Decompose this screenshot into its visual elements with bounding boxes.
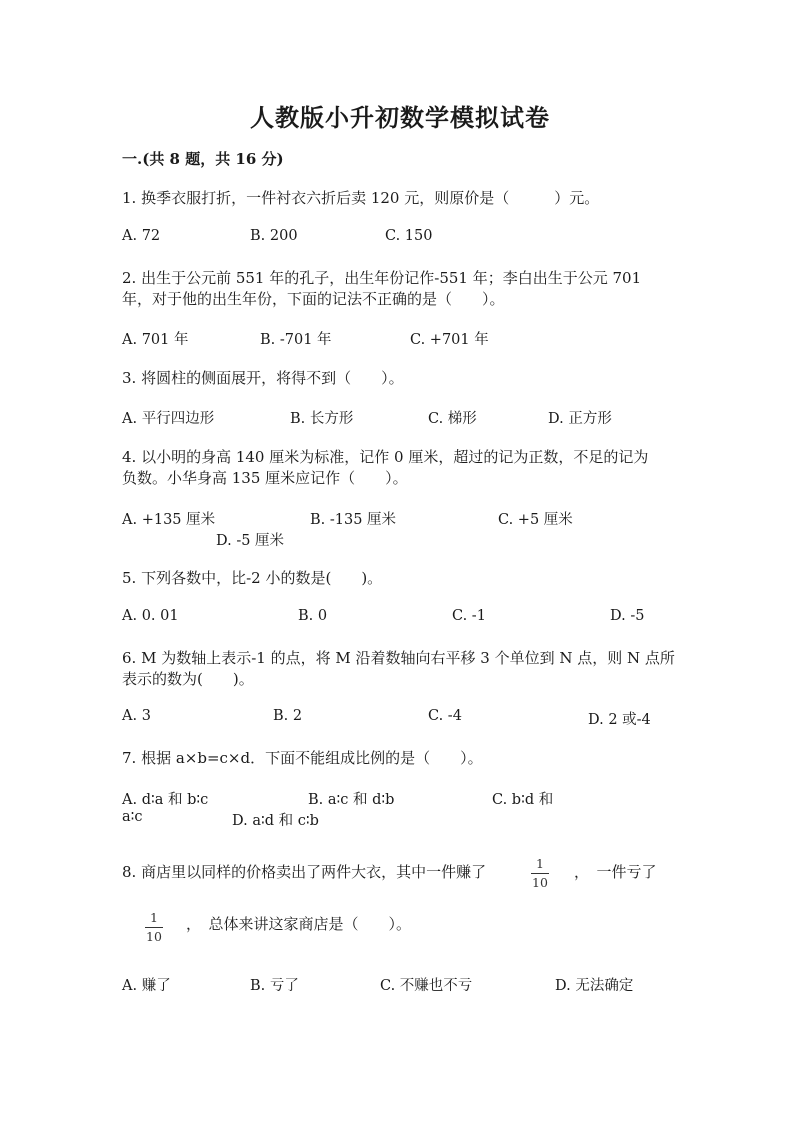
- fraction-numerator: 1: [536, 856, 544, 871]
- section-header: 一.(共 8 题，共 16 分): [122, 150, 284, 168]
- question-2-option-b: B. -701 年: [260, 332, 332, 348]
- question-7-stem: 7. 根据 a×b=c×d．下面不能组成比例的是（ ）。: [122, 749, 483, 767]
- fraction-numerator: 1: [150, 910, 158, 925]
- question-1-option-a: A. 72: [122, 228, 161, 244]
- fraction-denominator: 10: [146, 929, 162, 944]
- question-3-stem: 3. 将圆柱的侧面展开，将得不到（ ）。: [122, 369, 404, 387]
- fraction-bar: [145, 927, 163, 928]
- question-5-option-d: D. -5: [610, 608, 645, 624]
- question-8-stem-part2: ， 一件亏了: [574, 863, 657, 881]
- question-1-stem: 1. 换季衣服打折，一件衬衣六折后卖 120 元，则原价是（ ）元。: [122, 189, 600, 207]
- question-4-stem-line1: 4. 以小明的身高 140 厘米为标准，记作 0 厘米，超过的记为正数，不足的记为: [122, 448, 649, 466]
- question-6-option-b: B. 2: [273, 708, 303, 724]
- question-3-option-d: D. 正方形: [548, 411, 612, 427]
- question-8-fraction-1: [531, 856, 549, 890]
- question-3-option-a: A. 平行四边形: [122, 411, 215, 427]
- question-4-option-d: D. -5 厘米: [216, 533, 285, 549]
- question-8-stem-part1: 8. 商店里以同样的价格卖出了两件大衣，其中一件赚了: [122, 863, 487, 881]
- question-8-option-b: B. 亏了: [250, 978, 299, 994]
- question-7-option-c-continued: a∶c: [122, 809, 143, 825]
- question-3-option-c: C. 梯形: [428, 411, 477, 427]
- question-8-option-a: A. 赚了: [122, 978, 171, 994]
- question-8-option-d: D. 无法确定: [555, 978, 634, 994]
- question-2-stem-line1: 2. 出生于公元前 551 年的孔子，出生年份记作-551 年；李白出生于公元 701: [122, 269, 642, 287]
- question-4-option-a: A. +135 厘米: [122, 512, 216, 528]
- question-6-stem-line1: 6. M 为数轴上表示-1 的点，将 M 沿着数轴向右平移 3 个单位到 N 点，则 N 点所: [122, 649, 675, 667]
- question-5-stem: 5. 下列各数中，比-2 小的数是( )。: [122, 569, 383, 587]
- question-8-fraction-2: [145, 910, 163, 944]
- question-2-option-c: C. +701 年: [410, 332, 489, 348]
- question-7-option-c: C. b∶d 和: [492, 792, 554, 808]
- question-6-stem-line2: 表示的数为( )。: [122, 670, 254, 688]
- fraction-denominator: 10: [532, 875, 548, 890]
- question-1-option-c: C. 150: [385, 228, 433, 244]
- question-8-stem-part3: ， 总体来讲这家商店是（ ）。: [186, 915, 412, 933]
- question-3-option-b: B. 长方形: [290, 411, 354, 427]
- question-6-option-d: D. 2 或-4: [588, 712, 651, 728]
- question-2-option-a: A. 701 年: [122, 332, 189, 348]
- question-4-stem-line2: 负数。小华身高 135 厘米应记作（ ）。: [122, 469, 408, 487]
- question-1-option-b: B. 200: [250, 228, 298, 244]
- question-2-stem-line2: 年，对于他的出生年份，下面的记法不正确的是（ ）。: [122, 290, 505, 308]
- question-6-option-c: C. -4: [428, 708, 462, 724]
- question-8-option-c: C. 不赚也不亏: [380, 978, 473, 994]
- page-title: 人教版小升初数学模拟试卷: [250, 103, 550, 132]
- question-5-option-a: A. 0. 01: [122, 608, 179, 624]
- question-4-option-c: C. +5 厘米: [498, 512, 573, 528]
- question-5-option-b: B. 0: [298, 608, 328, 624]
- question-7-option-d: D. a∶d 和 c∶b: [232, 813, 319, 829]
- question-4-option-b: B. -135 厘米: [310, 512, 397, 528]
- fraction-bar: [531, 873, 549, 874]
- question-5-option-c: C. -1: [452, 608, 486, 624]
- question-6-option-a: A. 3: [122, 708, 151, 724]
- question-7-option-b: B. a∶c 和 d∶b: [308, 792, 395, 808]
- question-7-option-a: A. d∶a 和 b∶c: [122, 792, 209, 808]
